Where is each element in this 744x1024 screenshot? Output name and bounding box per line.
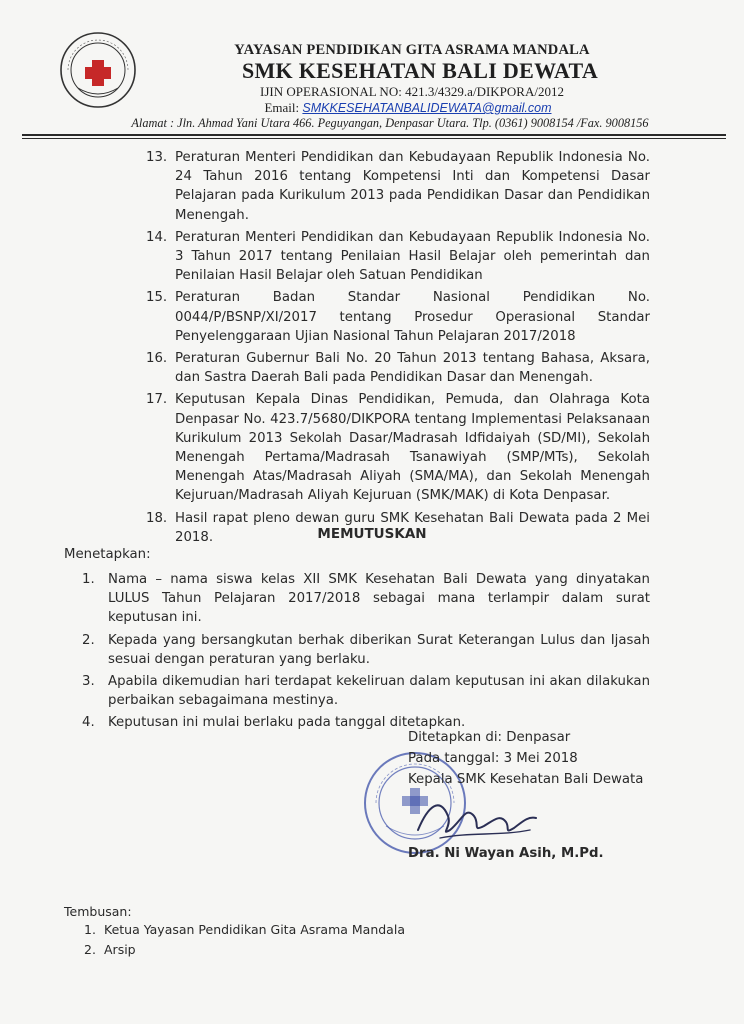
email-link[interactable]: SMKKESEHATANBALIDEWATA@gmail.com bbox=[302, 101, 552, 115]
letterhead-rule-thick bbox=[22, 134, 726, 136]
list-item: 18. Hasil rapat pleno dewan guru SMK Kesehatan Bali Dewata pada 2 Mei 2018. bbox=[146, 510, 650, 545]
list-item: 15. Peraturan Badan Standar Nasional Pendidikan No. 0044/P/BSNP/XI/2017 tentang Prosedur Operasional Standar Penyelenggaraan Ujian Nasional Tahun Pelajaran 2017/2018 bbox=[146, 290, 650, 344]
list-item: 4. Keputusan ini mulai berlaku pada tanggal ditetapkan. bbox=[82, 715, 466, 731]
copies-list bbox=[84, 920, 405, 960]
list-item: 16. Peraturan Gubernur Bali No. 20 Tahun 2013 tentang Bahasa, Aksara, dan Sastra Daerah Bali pada Pendidikan Dasar dan Menengah. bbox=[146, 351, 650, 386]
letterhead-rule-thin bbox=[22, 138, 726, 139]
establish-label: Menetapkan: bbox=[64, 547, 151, 562]
list-item: 1. Nama – nama siswa kelas XII SMK Kesehatan Bali Dewata yang dinyatakan LULUS Tahun Pelajaran 2017/2018 sebagai mana terlampir dalam surat keputusan ini. bbox=[82, 572, 650, 626]
signature-block bbox=[408, 727, 643, 790]
list-item: 3. Apabila dikemudian hari terdapat kekeliruan dalam keputusan ini akan dilakukan perbaikan sebagaimana mestinya. bbox=[82, 674, 650, 709]
copies-label: Tembusan: bbox=[64, 904, 132, 919]
email-label: Email: bbox=[264, 100, 303, 115]
decision-heading: MEMUTUSKAN bbox=[317, 526, 427, 542]
list-item: 14. Peraturan Menteri Pendidikan dan Kebudayaan Republik Indonesia No. 3 Tahun 2017 tentang Penilaian Hasil Belajar oleh pemerintah dan Penilaian Hasil Belajar oleh Satuan Pendidikan bbox=[146, 229, 650, 284]
operational-permit: IJIN OPERASIONAL NO: 421.3/4329.a/DIKPORA/2012 bbox=[260, 84, 564, 99]
list-item: 13. Peraturan Menteri Pendidikan dan Kebudayaan Republik Indonesia No. 24 Tahun 2016 tentang Kompetensi Inti dan Kompetensi Dasar Pelajaran pada Kurikulum 2013 pada Pendidikan Dasar dan Pendidikan Menengah. bbox=[146, 150, 650, 223]
school-address: Alamat : Jln. Ahmad Yani Utara 466. Peguyangan, Denpasar Utara. Tlp. (0361) 9008154 /Fax. 9008156 bbox=[131, 116, 649, 130]
list-item: 2. Arsip bbox=[84, 942, 136, 957]
position-line: Kepala SMK Kesehatan Bali Dewata bbox=[408, 772, 644, 787]
list-item: 17. Keputusan Kepala Dinas Pendidikan, Pemuda, dan Olahraga Kota Denpasar No. 423.7/5680/DIKPORA tentang Implementasi Pelaksanaan Kurikulum 2013 Sekolah Dasar/Madrasah Idfidaiyah (SD/MI), Sekolah Menengah Pertama/Madrasah Tsanawiyah (SMP/MTs), Sekolah Menengah Atas/Madrasah Aliyah (SMA/MA), dan Sekolah Menengah Kejuruan/Madrasah Aliyah Kejuruan (SMK/MAK) di Kota Denpasar. bbox=[146, 392, 650, 504]
decision-list bbox=[82, 570, 650, 736]
signatory-name: Dra. Ni Wayan Asih, M.Pd. bbox=[408, 846, 604, 861]
foundation-name: YAYASAN PENDIDIKAN GITA ASRAMA MANDALA bbox=[234, 42, 590, 58]
school-name: SMK KESEHATAN BALI DEWATA bbox=[241, 58, 599, 83]
list-item: 1. Ketua Yayasan Pendidikan Gita Asrama Mandala bbox=[84, 922, 405, 937]
email-line bbox=[0, 100, 744, 116]
place-line: Ditetapkan di: Denpasar bbox=[408, 730, 571, 745]
list-item: 2. Kepada yang bersangkutan berhak diberikan Surat Keterangan Lulus dan Ijasah sesuai dengan peraturan yang berlaku. bbox=[82, 632, 650, 667]
handwritten-signature bbox=[410, 786, 550, 846]
date-line: Pada tanggal: 3 Mei 2018 bbox=[408, 751, 578, 766]
considerations-list bbox=[146, 148, 650, 550]
